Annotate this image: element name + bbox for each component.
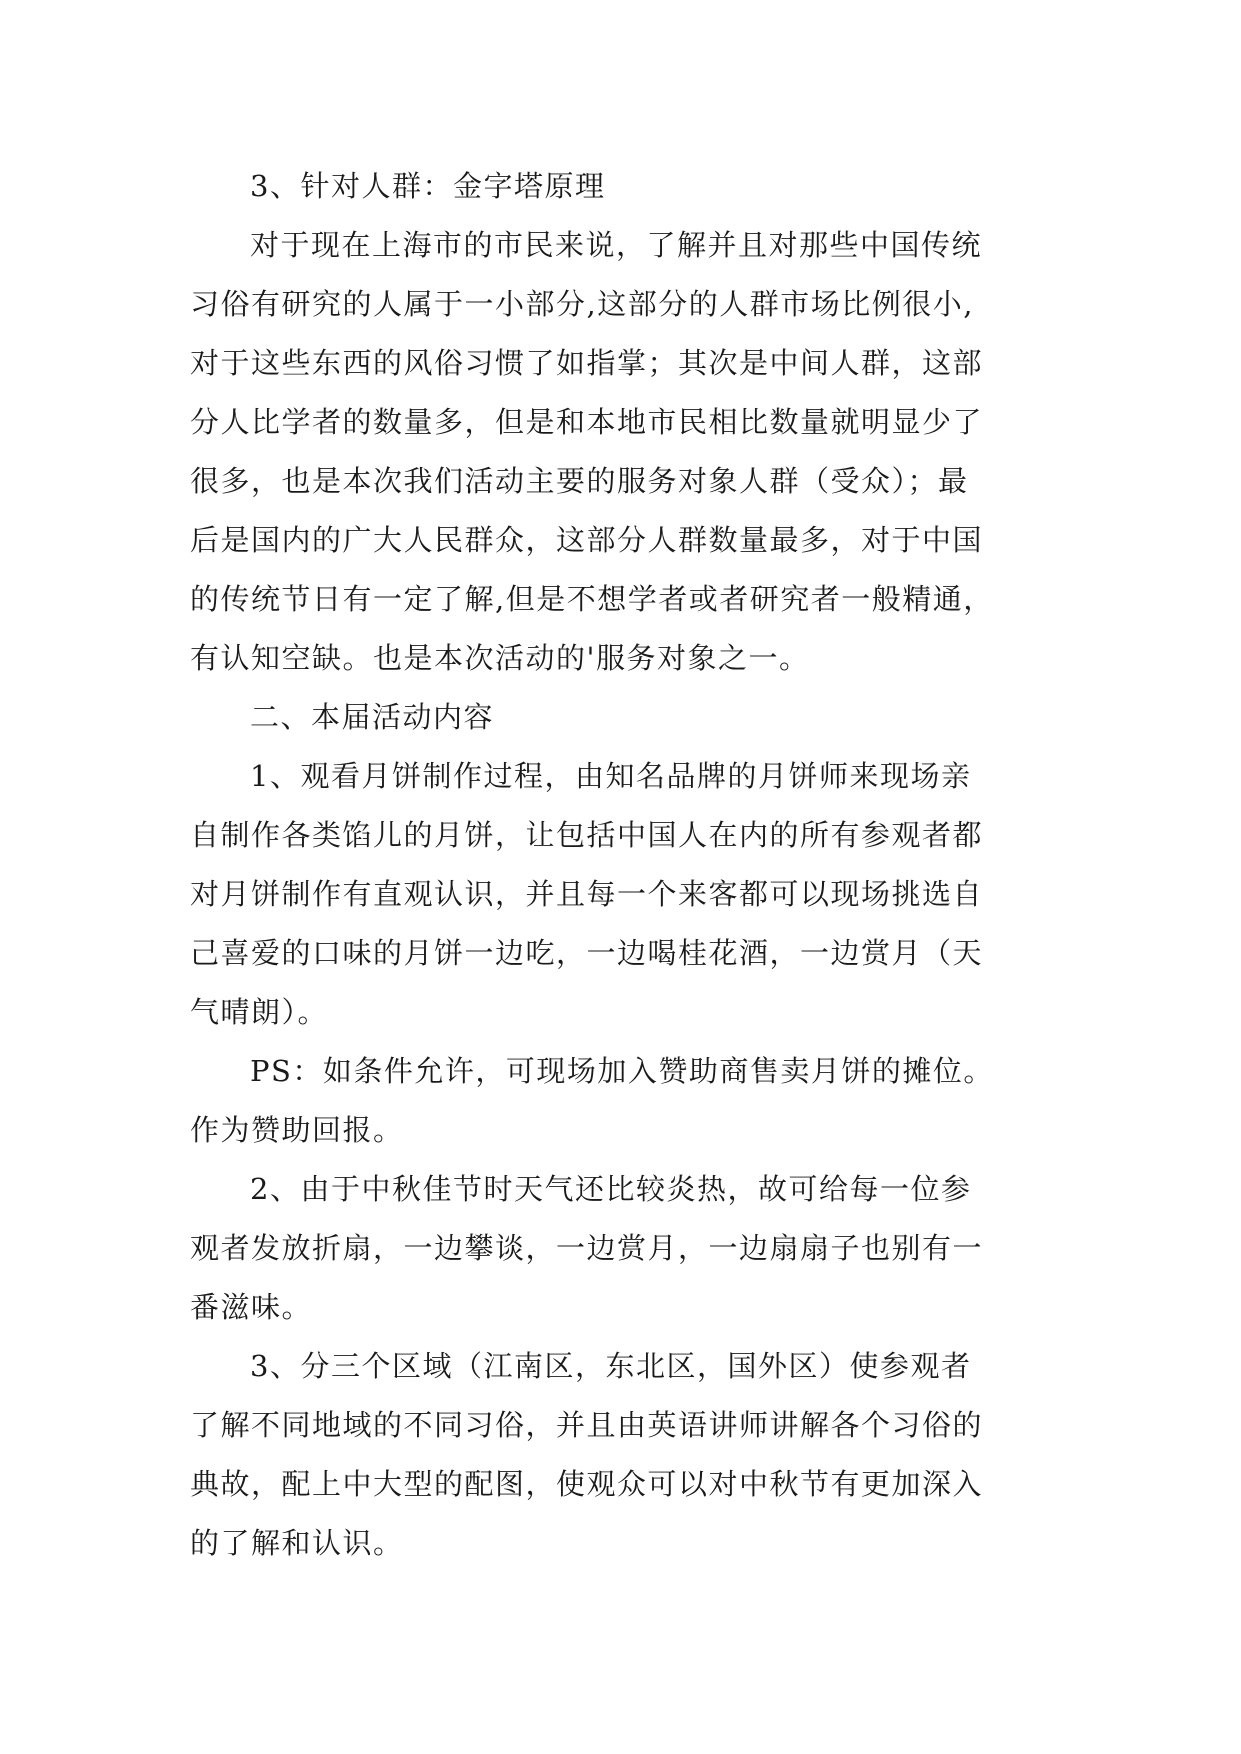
paragraph-line: 有认知空缺。也是本次活动的'服务对象之一。 — [190, 641, 810, 675]
paragraph-line: 1、观看月饼制作过程，由知名品牌的月饼师来现场亲 — [250, 759, 972, 793]
paragraph-line: 气晴朗）。 — [190, 995, 329, 1029]
paragraph-line: 很多，也是本次我们活动主要的服务对象人群（受众）；最 — [190, 464, 969, 498]
paragraph-line: 对于现在上海市的市民来说，了解并且对那些中国传统 — [250, 228, 983, 262]
section-heading-target-audience: 3、针对人群：金字塔原理 — [250, 169, 606, 203]
paragraph-line: 作为赞助回报。 — [190, 1113, 404, 1147]
paragraph-line: 习俗有研究的人属于一小部分,这部分的人群市场比例很小, — [190, 287, 974, 321]
paragraph-line: 的了解和认识。 — [190, 1526, 404, 1560]
paragraph-line: 番滋味。 — [190, 1290, 313, 1324]
paragraph-line: 后是国内的广大人民群众，这部分人群数量最多，对于中国 — [190, 523, 984, 557]
section-heading-activity-content: 二、本届活动内容 — [250, 700, 495, 734]
paragraph-line: 对于这些东西的风俗习惯了如指掌；其次是中间人群，这部 — [190, 346, 984, 380]
paragraph-line: 的传统节日有一定了解,但是不想学者或者研究者一般精通， — [190, 582, 994, 616]
paragraph-line: 3、分三个区域（江南区，东北区，国外区）使参观者 — [250, 1349, 972, 1383]
paragraph-line: 观者发放折扇，一边攀谈，一边赏月，一边扇扇子也别有一 — [190, 1231, 984, 1265]
paragraph-line: 了解不同地域的不同习俗，并且由英语讲师讲解各个习俗的 — [190, 1408, 984, 1442]
paragraph-line: 对月饼制作有直观认识，并且每一个来客都可以现场挑选自 — [190, 877, 984, 911]
paragraph-line: 2、由于中秋佳节时天气还比较炎热，故可给每一位参 — [250, 1172, 972, 1206]
paragraph-line: PS：如条件允许，可现场加入赞助商售卖月饼的摊位。 — [250, 1054, 994, 1088]
paragraph-line: 己喜爱的口味的月饼一边吃，一边喝桂花酒，一边赏月（天 — [190, 936, 984, 970]
paragraph-line: 分人比学者的数量多，但是和本地市民相比数量就明显少了 — [190, 405, 984, 439]
paragraph-line: 典故，配上中大型的配图，使观众可以对中秋节有更加深入 — [190, 1467, 984, 1501]
paragraph-line: 自制作各类馅儿的月饼，让包括中国人在内的所有参观者都 — [190, 818, 984, 852]
